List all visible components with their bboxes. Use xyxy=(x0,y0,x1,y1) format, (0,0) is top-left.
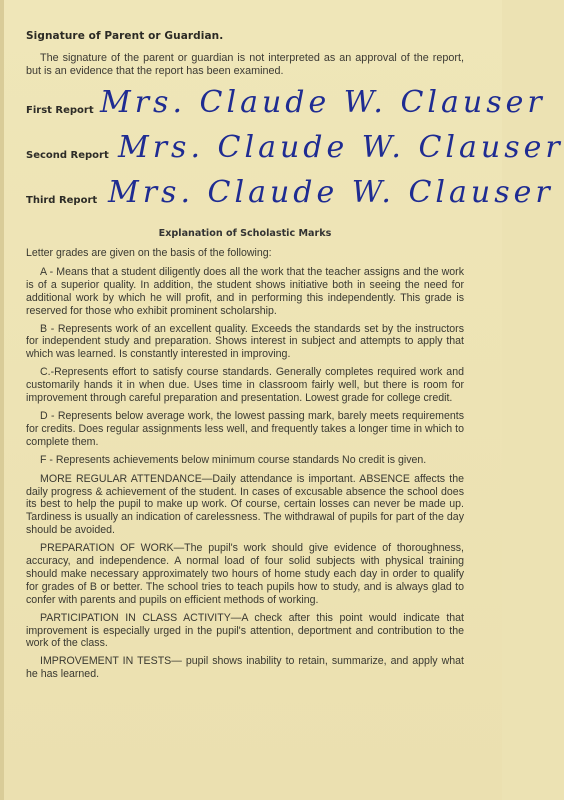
grade-d-description: D - Represents below average work, the lowest passing mark, barely meets requirements for credits. Does regular assignments less well, and frequently takes a longer time in which to complete them. xyxy=(26,409,464,448)
page-edge xyxy=(0,0,4,800)
tests-policy: IMPROVEMENT IN TESTS— pupil shows inability to retain, summarize, and apply what he has learned. xyxy=(26,655,464,681)
explanation-intro: Letter grades are given on the basis of the following: xyxy=(26,247,272,259)
explanation-title: Explanation of Scholastic Marks xyxy=(158,228,332,239)
second-report-signature: Mrs. Claude W. Clauser xyxy=(118,130,564,165)
third-report-row xyxy=(26,167,554,212)
third-report-label: Third Report xyxy=(26,195,98,206)
grade-b-description: B - Represents work of an excellent quality. Exceeds the standards set by the instructors for independent study and preparation. Shows interest in subject and attempts to apply that which was learned. Is constantly interested in improving. xyxy=(26,322,464,361)
attendance-policy: MORE REGULAR ATTENDANCE—Daily attendance is important. ABSENCE affects the daily progress & achievement of the student. In cases of excusable absence the school does its best to help the pupil to make up work. Of course, certain losses can never be made up. Tardiness is usually an indication of carelessness. The withdrawal of pupils for part of the day should be avoided. xyxy=(26,472,464,537)
signature-section-title: Signature of Parent or Guardian. xyxy=(26,30,224,42)
signature-note: The signature of the parent or guardian is not interpreted as an approval of the report, but is an evidence that the report has been examined. xyxy=(26,52,464,77)
grade-f-description: F - Represents achievements below minimum course standards No credit is given. xyxy=(40,453,427,466)
third-report-signature: Mrs. Claude W. Clauser xyxy=(108,175,554,210)
preparation-policy: PREPARATION OF WORK—The pupil's work should give evidence of thoroughness, accuracy, and independence. A normal load of four solid subjects with physical training should make necessary approximately two hours of home study each day in order to qualify for grades of B or better. The school tries to teach pupils how to study, and is always glad to confer with parents and pupils on efficient methods of working. xyxy=(26,542,464,606)
second-report-label: Second Report xyxy=(26,150,109,161)
participation-policy: PARTICIPATION IN CLASS ACTIVITY—A check after this point would indicate that improvement is especially urged in the pupil's attention, deportment and contribution to the work of the class. xyxy=(26,611,464,650)
second-report-row xyxy=(26,122,564,167)
grade-c-description: C.-Represents effort to satisfy course standards. Generally completes required work and customarily hands it in when due. Uses time in classroom fairly well, but there is room for improvement through careful preparation and presentation. Lowest grade for college credit. xyxy=(26,366,464,405)
grade-a-description: A - Means that a student diligently does all the work that the teacher assigns and the work is of a superior quality. In addition, the student shows initiative both in seeing the need for additional work by which he will profit, and in performing this independently. This grade is reserved for those who exhibit prominent scholarship. xyxy=(26,265,464,317)
first-report-label: First Report xyxy=(26,105,94,116)
first-report-signature: Mrs. Claude W. Clauser xyxy=(100,85,546,120)
first-report-row xyxy=(26,77,546,122)
